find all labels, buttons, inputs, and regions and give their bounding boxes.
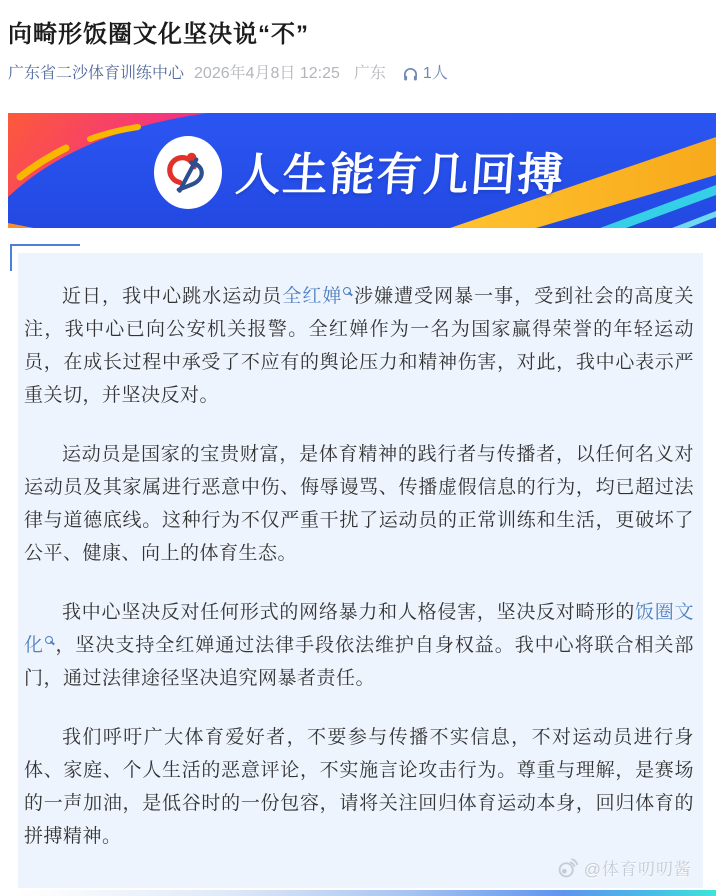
article-section bbox=[18, 253, 703, 896]
banner-logo bbox=[154, 136, 222, 209]
post-date: 2026年4月8日 12:25 bbox=[194, 65, 340, 82]
post-page bbox=[0, 14, 724, 896]
search-icon bbox=[45, 636, 53, 644]
paragraph: 我中心坚决反对任何形式的网络暴力和人格侵害，坚决反对畸形的饭圈文化 ，坚决支持全红婵通过法律手段依法维护自身权益。我中心将联合相关部门，通过法律途径坚决追究网暴者责任。 bbox=[24, 602, 694, 689]
listen-button[interactable] bbox=[402, 63, 448, 85]
paragraph: 运动员是国家的宝贵财富，是体育精神的践行者与传播者，以任何名义对运动员及其家属进行恶意中伤、侮辱谩骂、传播虚假信息的行为，均已超过法律与道德底线。这种行为不仅严重干扰了运动员的正常训练和生活，更破坏了公平、健康、向上的体育生态。 bbox=[24, 444, 694, 564]
search-icon bbox=[343, 287, 351, 295]
author-link[interactable]: 广东省二沙体育训练中心 bbox=[8, 65, 185, 82]
sports-center-logo-icon bbox=[162, 145, 214, 201]
topic-link[interactable]: 饭圈文化 bbox=[24, 602, 694, 656]
article-body bbox=[18, 253, 703, 888]
post-title: 向畸形饭圈文化坚决说“不” bbox=[8, 21, 309, 48]
post-location: 广东 bbox=[353, 65, 386, 82]
corner-bracket-decoration bbox=[10, 244, 80, 271]
watermark bbox=[24, 855, 694, 880]
listen-count: 1人 bbox=[422, 65, 448, 82]
bottom-gradient-bar bbox=[18, 890, 716, 896]
post-meta bbox=[8, 63, 716, 85]
banner-slogan: 人生能有几回搏 bbox=[233, 149, 567, 200]
weibo-camera-icon bbox=[557, 857, 579, 879]
headset-icon bbox=[402, 66, 419, 83]
paragraph: 我们呼吁广大体育爱好者，不要参与传播不实信息，不对运动员进行身体、家庭、个人生活的恶意评论，不实施言论攻击行为。尊重与理解，是赛场的一声加油，是低谷时的一份包容，请将关注回归体育运动本身，回归体育的拼搏精神。 bbox=[24, 727, 694, 847]
paragraph: 近日，我中心跳水运动员全红婵 涉嫌遭受网暴一事，受到社会的高度关注，我中心已向公安机关报警。全红婵作为一名为国家赢得荣誉的年轻运动员，在成长过程中承受了不应有的舆论压力和精神伤害，对此，我中心表示严重关切，并坚决反对。 bbox=[24, 286, 694, 406]
watermark-text: @体育叨叨酱 bbox=[583, 860, 692, 879]
banner-image[interactable] bbox=[8, 113, 716, 228]
topic-link[interactable]: 全红婵 bbox=[282, 286, 353, 307]
